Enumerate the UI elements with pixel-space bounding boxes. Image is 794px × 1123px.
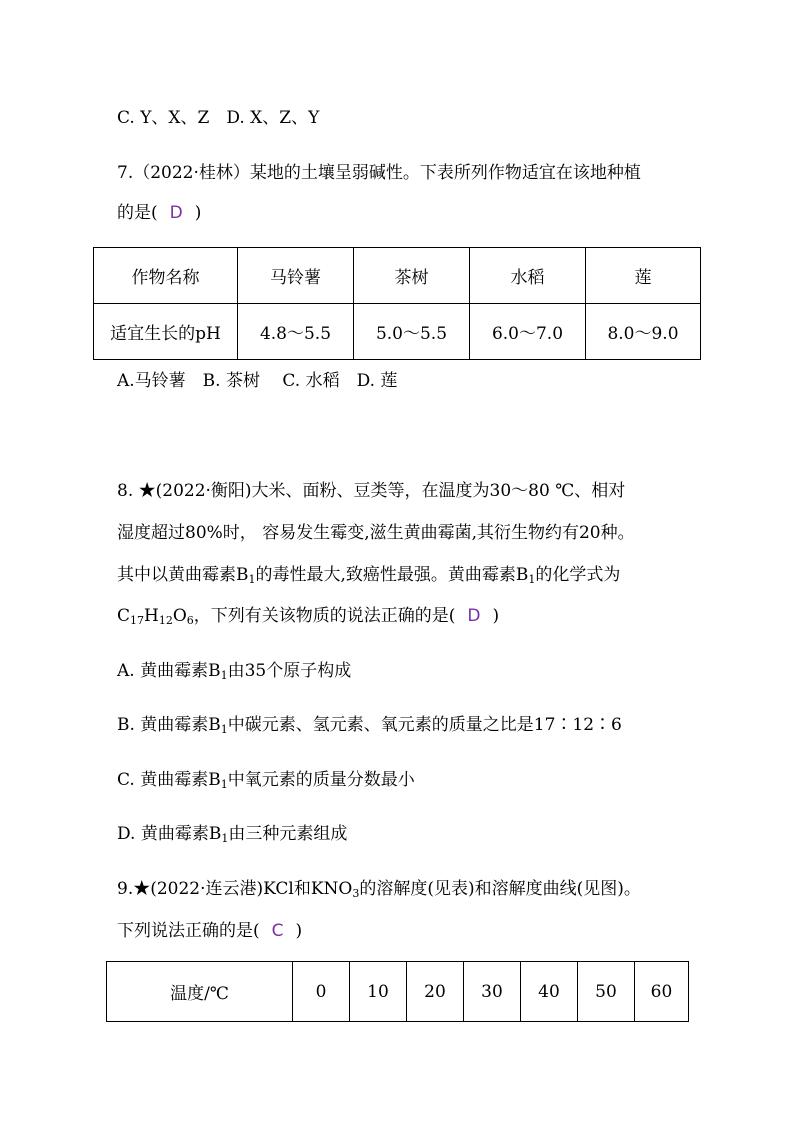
q7-options: A.马铃薯 B. 茶树 C. 水稻 D. 莲	[117, 371, 398, 391]
q9-line1	[117, 878, 641, 900]
q9-line2	[117, 920, 302, 942]
option-text: D. 黄曲霉素B	[117, 824, 222, 844]
q8-line3-text: 的毒性最大,致癌性最强。黄曲霉素B	[255, 565, 529, 585]
temp-cell: 40	[521, 962, 578, 1022]
subscript: 3	[352, 887, 360, 900]
formula-element: C	[117, 606, 131, 626]
option-text: A. 黄曲霉素B	[117, 661, 221, 681]
ph-cell: 4.8～5.5	[238, 304, 354, 360]
temp-cell: 30	[464, 962, 521, 1022]
ph-cell: 6.0～7.0	[470, 304, 586, 360]
q8-option-d	[117, 823, 347, 845]
formula-element: H	[144, 606, 159, 626]
q9-answer: C	[271, 921, 284, 941]
table-header-cell: 适宜生长的pH	[94, 304, 238, 360]
q8-line4	[117, 605, 499, 627]
table-header-cell: 温度/℃	[107, 962, 293, 1022]
table-header-cell: 作物名称	[94, 248, 238, 304]
crop-cell: 水稻	[470, 248, 586, 304]
formula-element: O	[172, 606, 187, 626]
q8-option-c	[117, 769, 415, 791]
subscript: 1	[528, 573, 536, 586]
crop-ph-table	[93, 247, 701, 360]
temp-cell: 10	[350, 962, 407, 1022]
q6-options: C. Y、X、Z D. X、Z、Y	[117, 108, 320, 128]
q8-option-b	[117, 714, 622, 736]
option-text: 由三种元素组成	[228, 824, 348, 844]
subscript: 1	[221, 832, 229, 845]
q9-line2-text: 下列说法正确的是(	[117, 921, 260, 941]
q8-line3-text: 其中以黄曲霉素B	[117, 565, 249, 585]
temp-cell: 50	[578, 962, 635, 1022]
option-text: 由35个原子构成	[227, 661, 352, 681]
subscript: 1	[220, 669, 228, 682]
solubility-table	[106, 961, 689, 1022]
subscript: 1	[220, 778, 228, 791]
q7-stem-line1: 7.（2022·桂林）某地的土壤呈弱碱性。下表所列作物适宜在该地种植	[117, 163, 641, 183]
table-row	[94, 248, 701, 304]
subscript: 6	[186, 614, 194, 627]
table-row	[107, 962, 689, 1022]
q8-line3-text: 的化学式为	[535, 565, 621, 585]
q8-answer: D	[467, 606, 481, 626]
q7-stem-before: 的是(	[117, 203, 158, 223]
subscript: 17	[130, 614, 145, 627]
ph-cell: 5.0～5.5	[354, 304, 470, 360]
q8-line4-text: )	[492, 606, 500, 626]
q9-line2-text: )	[295, 921, 303, 941]
crop-cell: 茶树	[354, 248, 470, 304]
q8-line4-text: ，下列有关该物质的说法正确的是(	[193, 606, 456, 626]
option-text: 中氧元素的质量分数最小	[227, 770, 415, 790]
q7-stem-after: )	[194, 203, 202, 223]
option-text: B. 黄曲霉素B	[117, 715, 221, 735]
option-text: 中碳元素、氢元素、氧元素的质量之比是17∶12∶6	[227, 715, 622, 735]
crop-cell: 莲	[586, 248, 701, 304]
temp-cell: 60	[635, 962, 689, 1022]
q7-stem-line2	[117, 202, 201, 224]
ph-cell: 8.0～9.0	[586, 304, 701, 360]
subscript: 1	[220, 723, 228, 736]
subscript: 1	[248, 573, 256, 586]
q8-option-a	[117, 660, 351, 682]
q7-answer: D	[169, 203, 183, 223]
q8-line1: 8. ★(2022·衡阳)大米、面粉、豆类等，在温度为30～80 ℃、相对	[117, 481, 626, 501]
table-row	[94, 304, 701, 360]
q9-line1-text: 9.★(2022·连云港)KCl和KNO	[117, 879, 353, 899]
q8-line3	[117, 564, 620, 586]
subscript: 12	[158, 614, 173, 627]
q8-line2: 湿度超过80%时， 容易发生霉变,滋生黄曲霉菌,其衍生物约有20种。	[117, 523, 635, 543]
temp-cell: 0	[293, 962, 350, 1022]
crop-cell: 马铃薯	[238, 248, 354, 304]
option-text: C. 黄曲霉素B	[117, 770, 221, 790]
q9-line1-text: 的溶解度(见表)和溶解度曲线(见图)。	[359, 879, 641, 899]
temp-cell: 20	[407, 962, 464, 1022]
